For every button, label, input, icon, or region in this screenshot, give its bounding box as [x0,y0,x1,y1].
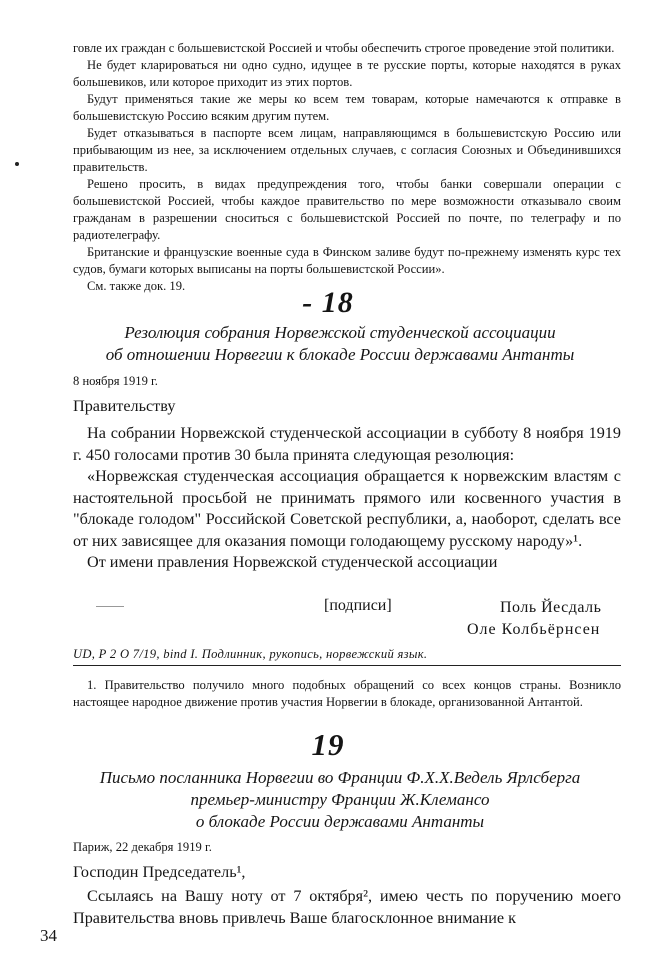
see-also: См. также док. 19. [87,279,186,293]
paragraph: Решено просить, в видах предупреждения того, чтобы банки совершали операции с большевистской Россией, чтобы каждое правительство по мере возможности отказывало своим гражданам в разрешении сноситься с большевистской Россией по почте, по телеграфу и по радиотелеграфу. [73,177,621,242]
continuation-text [73,40,621,295]
page-number: 34 [40,926,57,945]
paragraph: говле их граждан с большевистской Россией и чтобы обеспечить строгое проведение этой политики. [73,41,615,55]
letter-body: Ссылаясь на Вашу ноту от 7 октября², имею честь по поручению моего Правительства вновь привлечь Ваше благосклонное внимание к [73,887,621,927]
document-number: 19 [311,727,345,762]
addressee: Правительству [73,397,176,415]
number-dash: - [302,286,322,319]
mark-dash [96,606,124,607]
margin-dot [15,162,19,166]
resolution-quote: «Норвежская студенческая ассоциация обращается к норвежским властям с настоятельной просьбой не принимать прямого или косвенного участия в "блокаде голодом" Российской Советской республики, а, наоборот, сделать все от них зависящее для оказания помощи голодающему русскому народу»¹. [73,467,621,550]
archive-source: UD, P 2 O 7/19, bind I. Подлинник, рукопись, норвежский язык. [73,647,428,661]
paragraph: Будут применяться такие же меры ко всем тем товарам, которые намечаются к отправке в большевистскую Россию всяким другим путем. [73,92,621,123]
paragraph: От имени правления Норвежской студенческой ассоциации [87,553,498,571]
paragraph: Британские и французские военные суда в Финском заливе будут по-прежнему изменять курс тех судов, бумаги которых выписаны на порты большевистской России». [73,245,621,276]
document-number: - 18 [302,286,354,319]
paragraph: Не будет кларироваться ни одно судно, идущее в те русские порты, которые находятся в руках большевиков, или которое приходит из этих портов. [73,58,621,89]
paragraph: Будет отказываться в паспорте всем лицам, направляющимся в большевистскую Россию или прибывающим из нее, за исключением отдельных случаев, с согласия Союзных и Объединившихся правительств. [73,126,621,174]
signatures-label: [подписи] [324,597,392,614]
document-date: 8 ноября 1919 г. [73,374,158,388]
divider [73,665,621,666]
signer-name: Поль Йесдаль [500,599,602,616]
paragraph: На собрании Норвежской студенческой ассоциации в субботу 8 ноября 1919 г. 450 голосами против 30 была принята следующая резолюция: [73,424,621,464]
document-title: Письмо посланника Норвегии во Франции Ф.Х.Х.Ведель Ярлсберга премьер-министру Франции Ж.Клемансо о блокаде России державами Антанты [99,768,581,831]
footnote: 1. Правительство получило много подобных обращений со всех концов страны. Возникло настоящее народное движение против участия Норвегии в блокаде, организованной Антантой. [73,678,621,709]
salutation: Господин Председатель¹, [73,863,246,881]
document-date: Париж, 22 декабря 1919 г. [73,840,212,854]
resolution-body [73,423,621,574]
document-title: Резолюция собрания Норвежской студенческой ассоциации об отношении Норвегии к блокаде России державами Антанты [105,323,575,364]
signer-name: Оле Колбьёрнсен [467,621,601,638]
